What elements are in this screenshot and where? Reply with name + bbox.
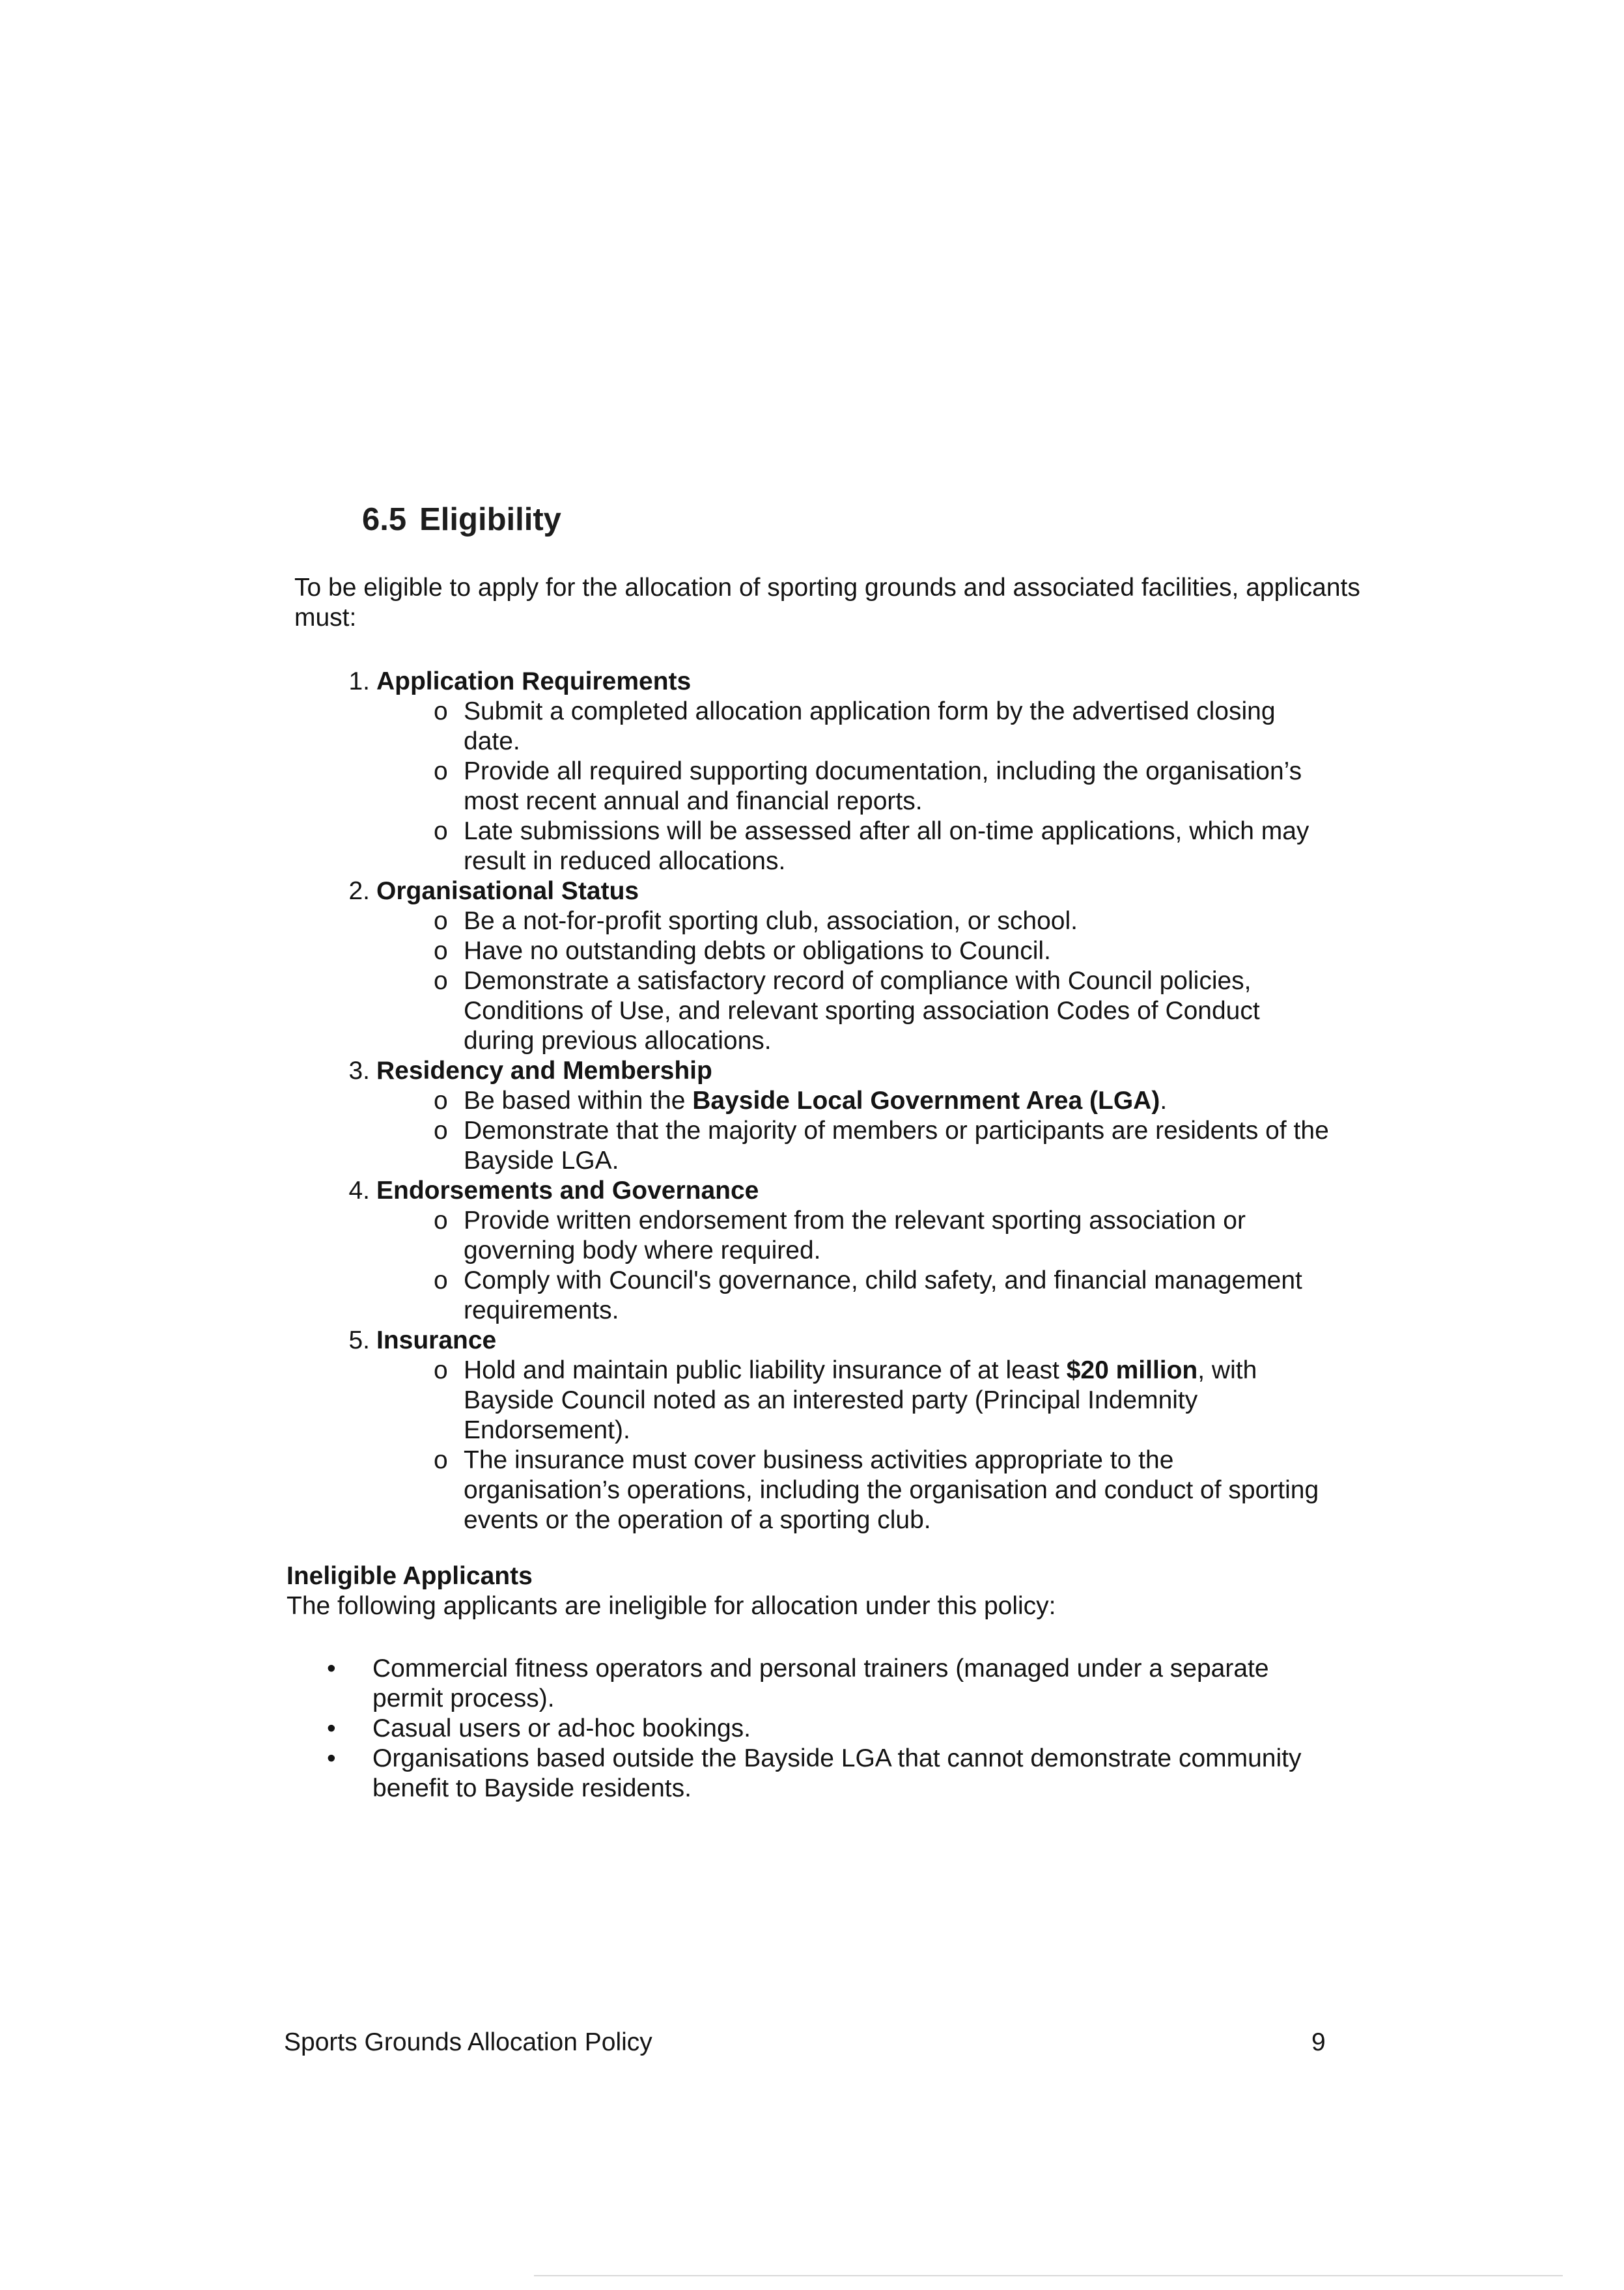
sub-item (376, 817, 1336, 876)
sub-item-text: Provide written endorsement from the relevant sporting association or governing body where required. (464, 1207, 1246, 1264)
sub-list (376, 1086, 1362, 1176)
circle-bullet-icon: o (434, 1356, 448, 1384)
circle-bullet-icon: o (434, 697, 448, 725)
requirement-item (294, 667, 1362, 876)
sub-item-text: Be a not-for-profit sporting club, association, or school. (464, 907, 1078, 935)
circle-bullet-icon: o (434, 937, 448, 965)
section-title: Eligibility (419, 502, 561, 537)
sub-item-text-pre: Hold and maintain public liability insurance of at least (464, 1356, 1067, 1384)
sub-item-text-post: . (1160, 1087, 1168, 1115)
sub-list (376, 906, 1362, 1056)
sub-item (376, 1086, 1336, 1116)
circle-bullet-icon: o (434, 967, 448, 995)
sub-item (376, 1116, 1336, 1176)
requirement-item (294, 1176, 1362, 1326)
sub-item-text: Comply with Council's governance, child safety, and financial management requirements. (464, 1266, 1302, 1324)
requirement-number: 1. (348, 667, 370, 695)
footer-document-title: Sports Grounds Allocation Policy (284, 2028, 652, 2056)
requirement-item (294, 876, 1362, 1056)
ineligible-heading: Ineligible Applicants (287, 1562, 533, 1590)
circle-bullet-icon: o (434, 757, 448, 785)
sub-item-text: Late submissions will be assessed after all on-time applications, which may result in reduced allocations. (464, 817, 1309, 875)
ineligible-list (287, 1654, 1354, 1804)
circle-bullet-icon: o (434, 1087, 448, 1115)
lga-emphasis: Bayside Local Government Area (LGA) (692, 1087, 1160, 1115)
ineligible-item-text: Organisations based outside the Bayside LGA that cannot demonstrate community benefit to Bayside residents. (372, 1744, 1302, 1802)
requirement-item (294, 1056, 1362, 1176)
requirement-item (294, 1326, 1362, 1535)
insurance-amount: $20 million (1066, 1356, 1198, 1384)
requirement-title: Organisational Status (376, 877, 639, 905)
requirement-title: Application Requirements (376, 667, 692, 695)
section-intro: To be eligible to apply for the allocation of sporting grounds and associated facilities, applicants must: (294, 574, 1360, 632)
requirement-number: 4. (348, 1177, 370, 1205)
sub-item-text-post: , with Bayside Council noted as an interested party (Principal Indemnity Endorsement). (464, 1356, 1257, 1444)
ineligible-intro: The following applicants are ineligible for allocation under this policy: (287, 1592, 1056, 1620)
sub-item-text: Provide all required supporting documentation, including the organisation’s most recent annual and financial reports. (464, 757, 1302, 815)
circle-bullet-icon: o (434, 1446, 448, 1474)
sub-item (376, 757, 1336, 817)
dot-bullet-icon: • (327, 1714, 336, 1742)
circle-bullet-icon: o (434, 1207, 448, 1235)
sub-item (376, 1266, 1336, 1326)
scan-edge-line (534, 2275, 1563, 2276)
ineligible-item-text: Casual users or ad-hoc bookings. (372, 1714, 751, 1742)
circle-bullet-icon: o (434, 907, 448, 935)
dot-bullet-icon: • (327, 1744, 336, 1772)
ineligible-item (287, 1714, 1304, 1744)
sub-item (376, 697, 1336, 757)
requirement-number: 5. (348, 1326, 370, 1354)
sub-item-text: Have no outstanding debts or obligations to Council. (464, 937, 1051, 965)
requirement-title: Insurance (376, 1326, 497, 1354)
circle-bullet-icon: o (434, 817, 448, 845)
ineligible-item (287, 1744, 1304, 1804)
sub-item (376, 936, 1336, 966)
sub-list (376, 697, 1362, 876)
sub-item-text: The insurance must cover business activities appropriate to the organisation’s operations, including the organisation and conduct of sporting events or the operation of a sporting club. (464, 1446, 1319, 1534)
section-heading (362, 501, 561, 538)
sub-item (376, 1356, 1336, 1445)
sub-item-text: Submit a completed allocation application form by the advertised closing date. (464, 697, 1276, 755)
sub-item-text: Demonstrate a satisfactory record of compliance with Council policies, Conditions of Use, and relevant sporting association Codes of Conduct during previous allocations. (464, 967, 1260, 1055)
requirement-number: 3. (348, 1057, 370, 1085)
section-number: 6.5 (362, 502, 407, 537)
sub-item (376, 906, 1336, 936)
circle-bullet-icon: o (434, 1117, 448, 1145)
ineligible-item (287, 1654, 1304, 1714)
requirement-title: Endorsements and Governance (376, 1177, 759, 1205)
ineligible-item-text: Commercial fitness operators and personal trainers (managed under a separate permit process). (372, 1655, 1269, 1712)
sub-list (376, 1356, 1362, 1535)
requirement-title: Residency and Membership (376, 1057, 712, 1085)
requirement-number: 2. (348, 877, 370, 905)
circle-bullet-icon: o (434, 1266, 448, 1294)
sub-list (376, 1206, 1362, 1326)
sub-item (376, 1206, 1336, 1266)
dot-bullet-icon: • (327, 1655, 336, 1683)
footer-page-number: 9 (1311, 2028, 1326, 2056)
sub-item (376, 1445, 1336, 1535)
sub-item (376, 966, 1336, 1056)
sub-item-text: Demonstrate that the majority of members or participants are residents of the Bayside LGA. (464, 1117, 1329, 1175)
requirements-list (294, 667, 1362, 1535)
sub-item-text-pre: Be based within the (464, 1087, 693, 1115)
